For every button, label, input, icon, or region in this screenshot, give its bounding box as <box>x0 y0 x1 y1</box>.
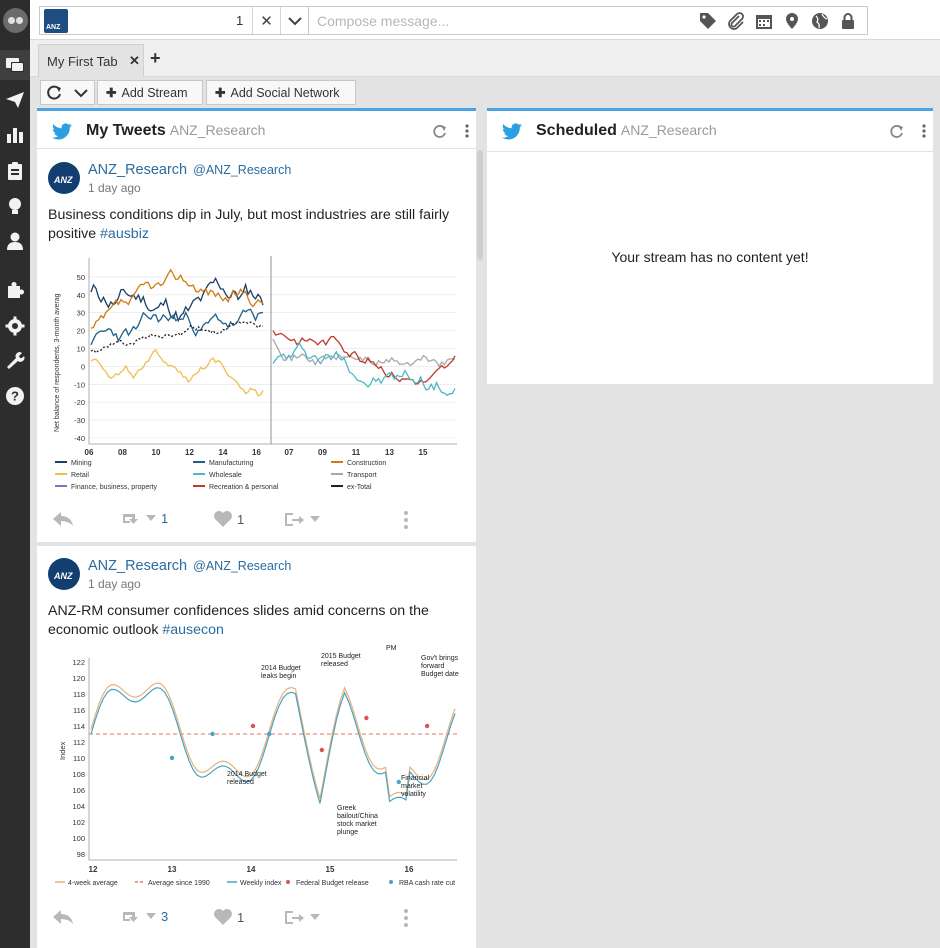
like-count: 1 <box>237 909 245 925</box>
chart-annotation: 2014 Budget released <box>227 771 267 786</box>
chart2-ylabel: Index <box>58 741 67 760</box>
legend-label: Federal Budget release <box>296 880 369 887</box>
x-tick-label: 13 <box>167 865 177 874</box>
stream-header <box>37 108 476 149</box>
x-tick-label: 12 <box>185 448 194 457</box>
chevron-down-icon <box>288 16 302 26</box>
share-icon <box>283 510 305 528</box>
left-sidebar <box>0 0 30 948</box>
legend-label: Retail <box>71 472 89 479</box>
y-tick-label: 50 <box>76 272 85 282</box>
add-tab-button[interactable]: + <box>150 48 161 68</box>
share-button[interactable] <box>283 908 321 926</box>
author-avatar[interactable]: ANZ <box>48 162 80 194</box>
tweet-body: Business conditions dip in July, but most industries are still fairly positive <box>48 207 450 242</box>
chevron-down-icon <box>68 81 94 104</box>
tweet-card[interactable] <box>37 546 476 948</box>
retweet-icon <box>121 908 141 924</box>
legend-label: 4-week average <box>68 880 118 887</box>
more-icon <box>403 510 409 530</box>
globe-icon[interactable] <box>811 12 829 30</box>
legend-label: Weekly index <box>240 880 282 887</box>
y-tick-label: 40 <box>76 290 85 300</box>
add-social-network-button[interactable] <box>206 80 356 105</box>
tweet-actions <box>51 508 461 534</box>
settings-icon[interactable] <box>0 311 30 341</box>
empty-stream-message: Your stream has no content yet! <box>611 249 809 265</box>
like-button[interactable] <box>213 908 244 926</box>
attachment-icon[interactable] <box>727 12 745 30</box>
owl-logo-icon[interactable] <box>3 8 28 33</box>
legend-label: Manufacturing <box>209 460 254 467</box>
y-tick-label: 122 <box>72 658 85 667</box>
author-name[interactable]: ANZ_Research <box>88 558 188 574</box>
tweet-text <box>48 206 458 244</box>
chart-annotation: Gov't brings forward Budget date <box>421 655 459 678</box>
x-tick-label: 06 <box>84 448 94 457</box>
stream-refresh-icon[interactable] <box>432 123 448 139</box>
y-tick-label: 100 <box>72 834 85 843</box>
add-social-network-label: Add Social Network <box>230 85 340 100</box>
analytics-icon[interactable] <box>0 120 30 150</box>
reply-button[interactable] <box>51 510 75 528</box>
y-tick-label: -40 <box>74 434 85 443</box>
close-tab-icon[interactable]: ✕ <box>129 53 140 68</box>
x-tick-label: 16 <box>252 448 261 457</box>
legend-label: Mining <box>71 460 92 467</box>
retweet-icon <box>121 510 141 526</box>
x-tick-label: 15 <box>325 865 335 874</box>
tweet-divider <box>37 542 476 546</box>
federal-budget-marker <box>364 716 368 720</box>
y-tick-label: 116 <box>73 706 85 715</box>
author-avatar[interactable]: ANZ <box>48 558 80 590</box>
stream-menu-icon[interactable] <box>464 123 470 139</box>
retweet-button[interactable] <box>121 908 168 924</box>
compose-placeholder: Compose message... <box>317 13 450 29</box>
y-tick-label: 102 <box>72 818 85 827</box>
like-button[interactable] <box>213 510 244 528</box>
refresh-icon <box>41 81 68 104</box>
campaigns-icon[interactable] <box>0 190 30 220</box>
legend-label: RBA cash rate cut <box>399 880 456 887</box>
share-button[interactable] <box>283 510 321 528</box>
y-tick-label: 30 <box>76 308 85 318</box>
more-actions-button[interactable] <box>403 510 409 530</box>
more-actions-button[interactable] <box>403 908 409 928</box>
stream-title <box>86 122 265 140</box>
assignments-icon[interactable] <box>0 156 30 186</box>
tweet-time[interactable]: 1 day ago <box>88 181 141 195</box>
x-tick-label: 07 <box>284 448 294 457</box>
reply-button[interactable] <box>51 908 75 926</box>
retweet-count: 1 <box>161 510 169 526</box>
series-recreation <box>273 330 455 384</box>
add-stream-label: Add Stream <box>121 85 188 100</box>
rba-rate-cut-marker <box>170 756 174 760</box>
share-icon <box>283 908 305 926</box>
x-tick-label: 16 <box>404 865 414 874</box>
tab-label: My First Tab <box>47 54 118 69</box>
chart-annotation: Greek bailout/China stock market plunge <box>337 805 378 836</box>
x-tick-label: 11 <box>351 448 361 457</box>
tools-icon[interactable] <box>0 346 30 376</box>
legend-label: Wholesale <box>209 472 242 479</box>
stream-title-text: Scheduled <box>536 122 617 139</box>
legend-label: Construction <box>347 460 387 467</box>
add-stream-button[interactable] <box>97 80 203 105</box>
more-icon <box>403 908 409 928</box>
y-tick-label: 20 <box>76 326 85 336</box>
stream-refresh-icon[interactable] <box>889 123 905 139</box>
x-tick-label: 09 <box>318 448 327 457</box>
stream-toolbar <box>30 77 940 108</box>
stream-account: ANZ_Research <box>169 122 266 138</box>
x-tick-label: 12 <box>88 865 98 874</box>
x-tick-label: 14 <box>218 448 228 457</box>
plus-icon: ✚ <box>215 86 226 100</box>
rba-rate-cut-marker <box>210 732 214 736</box>
schedule-calendar-icon[interactable] <box>755 12 773 30</box>
chart-annotation: 2015 Budget released <box>321 653 361 668</box>
tab-my-first-tab[interactable] <box>38 44 144 77</box>
twitter-bird-icon <box>51 123 73 141</box>
tag-icon[interactable] <box>699 12 717 30</box>
chart1-ylabel: Net balance of respondents, 3-month averag <box>54 293 61 432</box>
legend-label: ex-Total <box>347 484 372 491</box>
refresh-all-button[interactable] <box>40 80 95 105</box>
top-bar <box>30 0 940 40</box>
y-tick-label: -10 <box>74 380 85 390</box>
location-pin-icon[interactable] <box>783 12 801 30</box>
tab-bar <box>30 40 940 77</box>
profile-picker[interactable] <box>39 6 335 35</box>
plus-icon: ✚ <box>106 86 117 100</box>
retweet-count: 3 <box>161 908 169 924</box>
share-menu-icon <box>309 912 321 922</box>
tweet-body: ANZ-RM consumer confidences slides amid concerns on the economic outlook <box>48 603 429 638</box>
hashtag-link[interactable]: #ausbiz <box>100 226 149 242</box>
y-tick-label: -30 <box>74 416 85 426</box>
tweet-card[interactable] <box>37 150 476 542</box>
legend-swatch <box>286 880 290 884</box>
y-tick-label: 108 <box>72 770 85 779</box>
share-menu-icon <box>309 514 321 524</box>
reply-icon <box>51 908 75 926</box>
svg-text:?: ? <box>11 388 19 404</box>
stream-scrollbar[interactable] <box>477 150 483 260</box>
federal-budget-marker <box>320 748 324 752</box>
legend-label: Transport <box>347 472 377 479</box>
stream-title-text: My Tweets <box>86 122 166 139</box>
author-handle[interactable]: @ANZ_Research <box>193 559 292 573</box>
y-tick-label: 112 <box>73 738 85 747</box>
heart-icon <box>213 908 233 926</box>
series-retail <box>91 350 263 396</box>
retweet-menu-icon <box>145 911 157 921</box>
author-name-row <box>88 558 291 574</box>
stream-my-tweets <box>37 108 476 948</box>
lock-icon[interactable] <box>839 12 857 30</box>
stream-header <box>487 111 933 152</box>
streams-icon[interactable] <box>0 50 30 80</box>
chart-annotation: PM <box>386 645 397 652</box>
publisher-icon[interactable] <box>0 85 30 115</box>
y-tick-label: 114 <box>73 722 85 731</box>
y-tick-label: 110 <box>73 754 85 763</box>
author-handle[interactable]: @ANZ_Research <box>193 163 292 177</box>
retweet-button[interactable] <box>121 510 168 526</box>
compose-message-input[interactable] <box>308 6 868 35</box>
y-tick-label: 104 <box>72 802 85 811</box>
chart-annotation: 2014 Budget leaks begin <box>261 665 301 680</box>
x-tick-label: 10 <box>151 448 161 457</box>
compose-tools <box>699 12 857 30</box>
author-name-row <box>88 162 291 178</box>
y-tick-label: 118 <box>73 690 85 699</box>
heart-icon <box>213 510 233 528</box>
y-tick-label: 0 <box>80 362 85 372</box>
y-tick-label: -20 <box>74 398 85 408</box>
stream-account: ANZ_Research <box>620 122 717 138</box>
help-icon[interactable] <box>0 381 30 411</box>
consumer-confidence-chart[interactable] <box>51 645 461 894</box>
rba-rate-cut-marker <box>267 732 271 736</box>
legend-label: Average since 1990 <box>148 880 210 887</box>
tweet-actions <box>51 906 461 932</box>
y-tick-label: 10 <box>76 344 85 354</box>
business-conditions-chart[interactable] <box>51 252 461 491</box>
selected-profile-count: 1 <box>236 13 244 28</box>
author-name[interactable]: ANZ_Research <box>88 162 188 178</box>
tweet-time[interactable]: 1 day ago <box>88 577 141 591</box>
apps-icon[interactable] <box>0 275 30 305</box>
chart-annotation: Financial market volatility <box>401 775 430 798</box>
contacts-icon[interactable] <box>0 226 30 256</box>
stream-title <box>536 122 717 140</box>
federal-budget-marker <box>425 724 429 728</box>
series-mining <box>91 278 263 320</box>
legend-label: Recreation & personal <box>209 484 279 491</box>
y-tick-label: 98 <box>76 850 85 859</box>
tweet-text <box>48 602 458 640</box>
x-tick-label: 14 <box>246 865 256 874</box>
clear-profiles-button[interactable]: ✕ <box>252 7 280 34</box>
profile-avatar[interactable]: ANZ <box>44 9 68 33</box>
y-tick-label: 120 <box>72 674 85 683</box>
reply-icon <box>51 510 75 528</box>
legend-swatch <box>389 880 393 884</box>
series-wholesale <box>273 343 455 395</box>
hashtag-link[interactable]: #ausecon <box>162 622 224 638</box>
stream-menu-icon[interactable] <box>921 123 927 139</box>
x-tick-label: 13 <box>385 448 394 457</box>
federal-budget-marker <box>251 724 255 728</box>
like-count: 1 <box>237 511 245 527</box>
y-tick-label: 106 <box>72 786 85 795</box>
stream-scheduled <box>487 108 933 384</box>
retweet-menu-icon <box>145 513 157 523</box>
legend-label: Finance, business, property <box>71 484 157 491</box>
x-tick-label: 15 <box>418 448 428 457</box>
profile-dropdown-button[interactable] <box>280 7 308 34</box>
x-tick-label: 08 <box>118 448 127 457</box>
twitter-bird-icon <box>501 123 523 141</box>
